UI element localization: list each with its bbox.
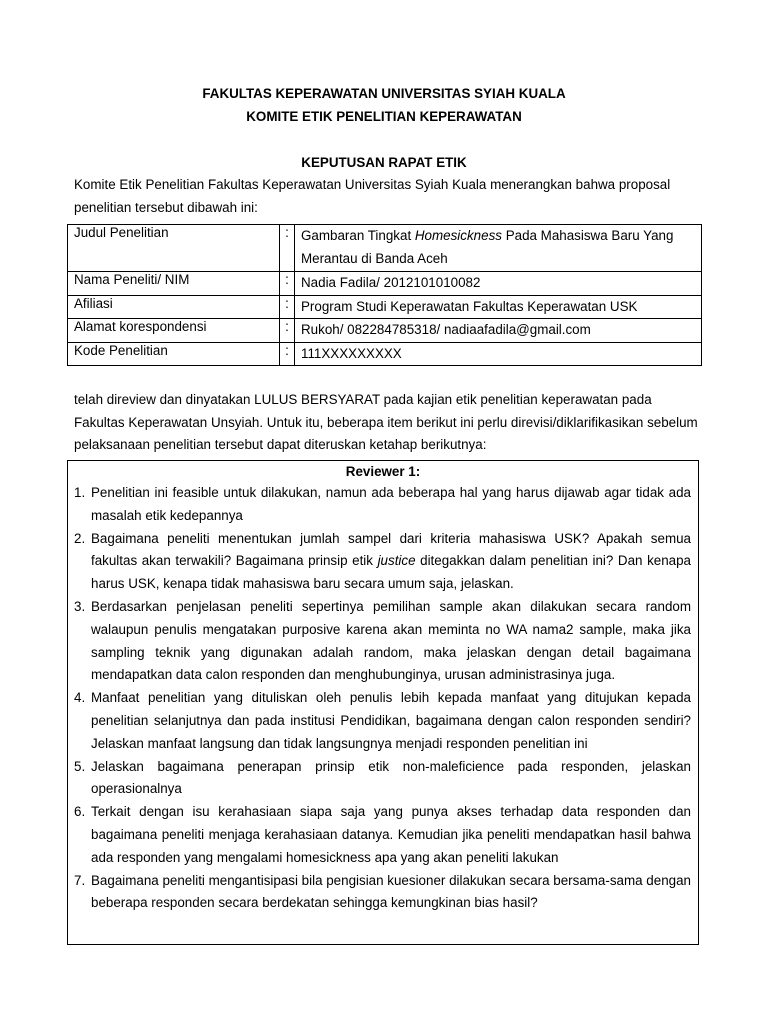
faculty-heading: FAKULTAS KEPERAWATAN UNIVERSITAS SYIAH KUALA bbox=[202, 86, 566, 101]
decision-paragraph: telah direview dan dinyatakan LULUS BERSYARAT pada kajian etik penelitian keperawatan pada Fakultas Keperawatan Unsyiah. Untuk itu, beberapa item berikut ini perlu direvisi/diklarifikasikan sebelum pelaksanaan penelitian tersebut dapat diteruskan ketahap berikutnya: bbox=[74, 392, 698, 452]
info-separator: : bbox=[280, 342, 295, 366]
reviewer-title: Reviewer 1: bbox=[345, 464, 421, 479]
review-item-text: Penelitian ini feasible untuk dilakukan, namun ada beberapa hal yang harus dijawab agar tidak ada masalah etik kedepannya bbox=[91, 485, 691, 523]
review-item-text: Jelaskan bagaimana penerapan prinsip etik non-maleficience pada responden, jelaskan operasionalnya bbox=[91, 758, 691, 797]
review-item-text: Bagaimana peneliti mengantisipasi bila pengisian kuesioner dilakukan secara bersama-sama dengan beberapa responden secara berdekatan sehingga kemungkinan bias hasil? bbox=[91, 872, 691, 911]
committee-heading: KOMITE ETIK PENELITIAN KEPERAWATAN bbox=[246, 109, 522, 124]
document-title: KEPUTUSAN RAPAT ETIK bbox=[301, 155, 467, 170]
info-row-affiliation bbox=[68, 295, 702, 319]
review-item bbox=[68, 528, 691, 596]
review-item bbox=[68, 801, 691, 869]
review-item-number: 5. bbox=[74, 758, 86, 774]
review-item-text: Berdasarkan penjelasan peneliti sepertinya pemilihan sample akan dilakukan secara random walaupun penulis mengatakan purposive karena akan meminta no WA nama2 sample, maka jika sampling teknik yang digunakan adalah random, maka jelaskan dengan detail bagaimana mendapatkan data calon responden dan menghubunginya, urusan administrasinya juga. bbox=[91, 598, 691, 683]
info-row-researcher bbox=[68, 272, 702, 296]
review-item-number: 2. bbox=[74, 530, 86, 546]
intro-paragraph: Komite Etik Penelitian Fakultas Keperawatan Universitas Syiah Kuala menerangkan bahwa proposal penelitian tersebut dibawah ini: bbox=[74, 177, 671, 215]
research-info-table bbox=[67, 224, 702, 366]
review-item-text: Manfaat penelitian yang dituliskan oleh penulis lebih kepada manfaat yang ditujukan kepada penelitian selanjutnya dan pada institusi Pendidikan, bagaimana dengan calon responden sendiri? Jelaskan manfaat langsung dan tidak langsungnya menjadi responden penelitian ini bbox=[91, 690, 691, 751]
info-value: Rukoh/ 082284785318/ nadiaafadila@gmail.com bbox=[295, 319, 702, 343]
review-item bbox=[68, 482, 691, 528]
review-item bbox=[68, 870, 691, 916]
review-list bbox=[68, 482, 698, 915]
info-label: Kode Penelitian bbox=[68, 342, 280, 366]
info-value: Program Studi Keperawatan Fakultas Keperawatan USK bbox=[295, 295, 702, 319]
review-item bbox=[68, 756, 691, 802]
info-separator: : bbox=[280, 295, 295, 319]
review-item-number: 7. bbox=[74, 872, 86, 888]
info-value-title: Gambaran Tingkat Homesickness Pada Mahasiswa Baru Yang Merantau di Banda Aceh bbox=[295, 225, 702, 272]
info-label: Afiliasi bbox=[68, 295, 280, 319]
info-label: Alamat korespondensi bbox=[68, 319, 280, 343]
review-item-number: 4. bbox=[74, 690, 86, 706]
info-value: Nadia Fadila/ 2012101010082 bbox=[295, 272, 702, 296]
info-label: Judul Penelitian bbox=[68, 225, 280, 272]
review-item-number: 6. bbox=[74, 804, 86, 820]
review-item-text: Terkait dengan isu kerahasiaan siapa saja yang punya akses terhadap data responden dan bagaimana peneliti menjaga kerahasiaan datanya. Kemudian jika peneliti mendapatkan hasil bahwa ada responden yang mengalami homesickness apa yang akan peneliti lakukan bbox=[91, 804, 691, 865]
info-separator: : bbox=[280, 225, 295, 272]
review-item-text: Bagaimana peneliti menentukan jumlah sampel dari kriteria mahasiswa USK? Apakah semua fakultas akan terwakili? Bagaimana prinsip etik justice ditegakkan dalam penelitian ini? Dan kenapa harus USK, kenapa tidak mahasiswa baru secara umum saja, jelaskan. bbox=[91, 530, 691, 592]
info-value: 111XXXXXXXXX bbox=[295, 342, 702, 366]
info-row-title bbox=[68, 225, 702, 272]
review-item-number: 1. bbox=[74, 485, 86, 500]
review-item-number: 3. bbox=[74, 598, 86, 614]
review-item bbox=[68, 596, 691, 687]
info-separator: : bbox=[280, 272, 295, 296]
info-separator: : bbox=[280, 319, 295, 343]
review-item bbox=[68, 687, 691, 755]
reviewer-box bbox=[67, 460, 699, 945]
info-row-address bbox=[68, 319, 702, 343]
info-row-code bbox=[68, 342, 702, 366]
info-label: Nama Peneliti/ NIM bbox=[68, 272, 280, 296]
